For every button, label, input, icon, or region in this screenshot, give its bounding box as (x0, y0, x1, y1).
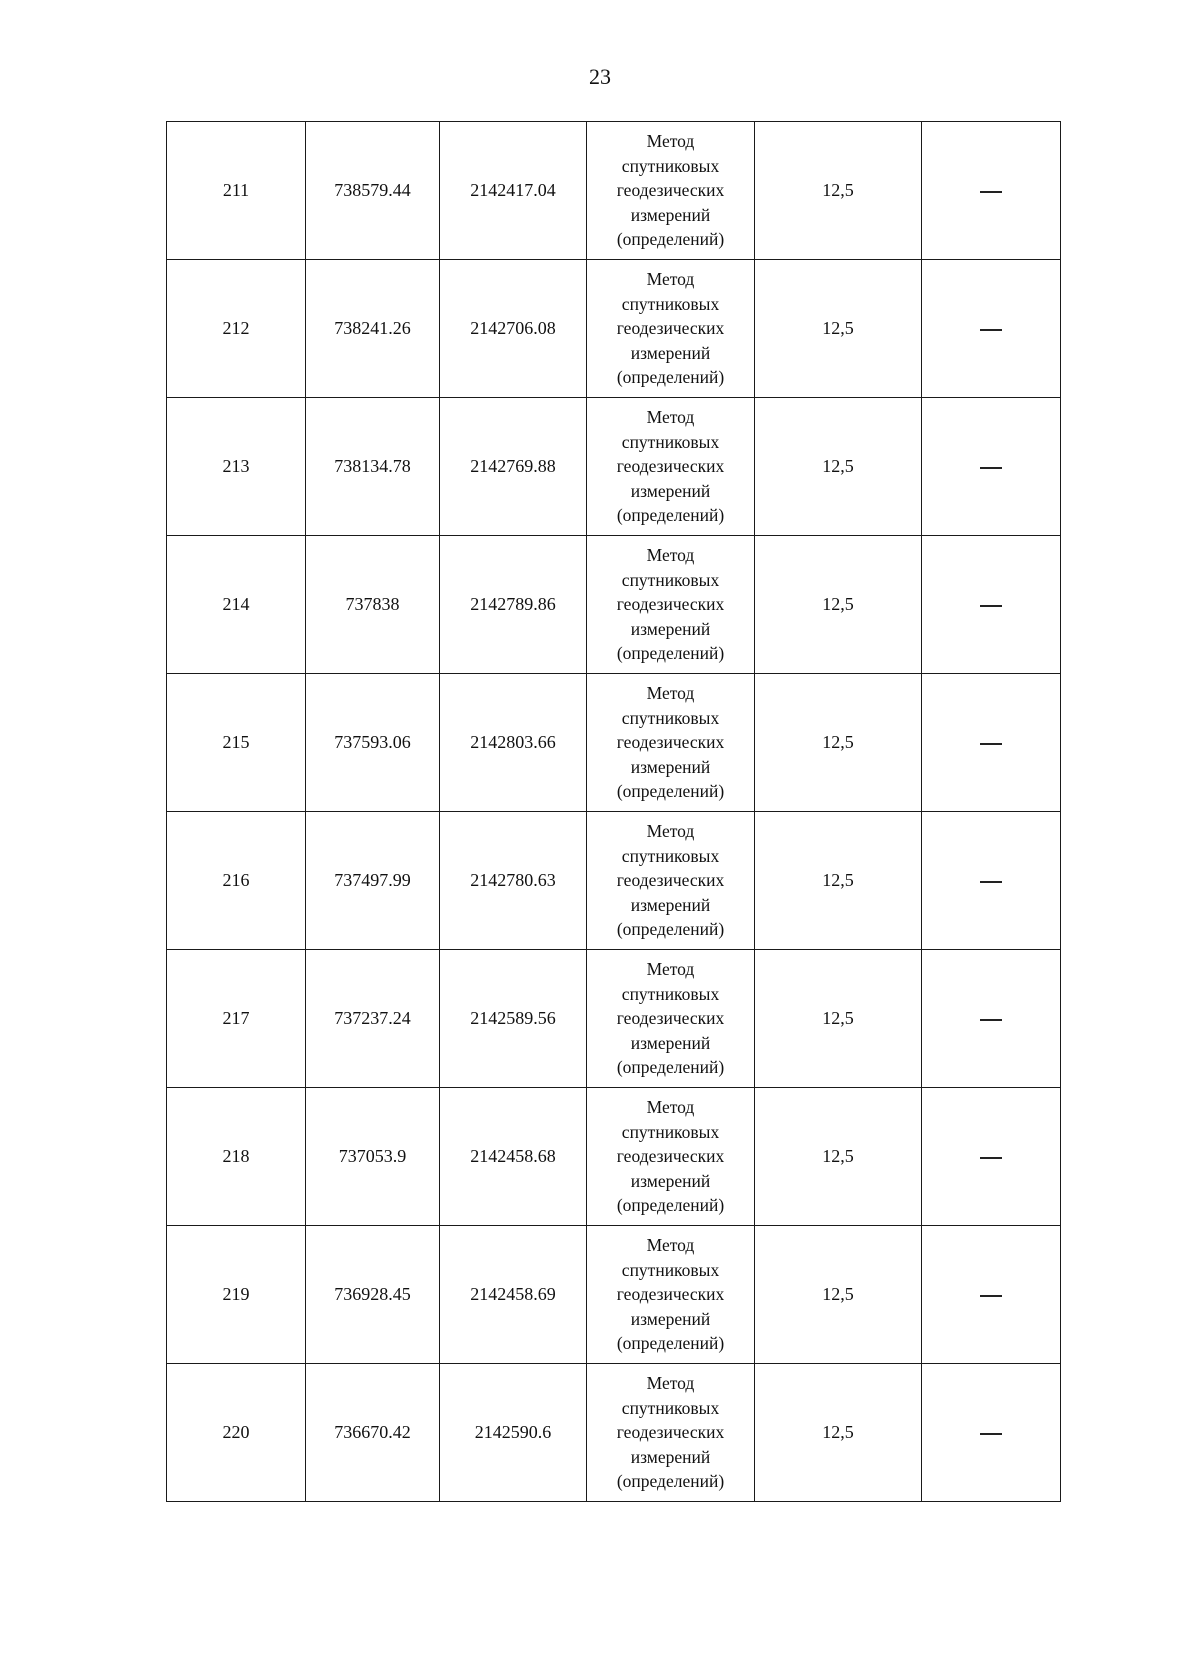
x-coordinate-cell: 737838 (306, 536, 440, 674)
method-cell (587, 674, 755, 812)
dash-mark (980, 1295, 1002, 1297)
x-coordinate-cell: 737497.99 (306, 812, 440, 950)
accuracy-cell: 12,5 (755, 1226, 922, 1364)
method-line: спутниковых (621, 293, 720, 314)
accuracy-cell: 12,5 (755, 950, 922, 1088)
method-line: геодезических (616, 1008, 725, 1029)
method-line: спутниковых (621, 845, 720, 866)
method-line: (определений) (616, 367, 725, 388)
method-line: спутниковых (621, 431, 720, 452)
method-line: измерений (630, 1308, 711, 1329)
dash-mark (980, 1019, 1002, 1021)
accuracy-cell: 12,5 (755, 812, 922, 950)
x-coordinate-cell: 738579.44 (306, 122, 440, 260)
note-cell (922, 1364, 1061, 1502)
y-coordinate-cell: 2142706.08 (440, 260, 587, 398)
table-row (167, 536, 1061, 674)
y-coordinate-cell: 2142590.6 (440, 1364, 587, 1502)
table-row (167, 260, 1061, 398)
point-number-cell: 215 (167, 674, 306, 812)
method-line: Метод (646, 545, 695, 566)
method-line: Метод (646, 683, 695, 704)
method-line: спутниковых (621, 155, 720, 176)
note-cell (922, 1226, 1061, 1364)
y-coordinate-cell: 2142789.86 (440, 536, 587, 674)
method-line: геодезических (616, 1284, 725, 1305)
note-cell (922, 260, 1061, 398)
method-line: Метод (646, 1097, 695, 1118)
method-cell (587, 1226, 755, 1364)
method-line: (определений) (616, 919, 725, 940)
method-line: (определений) (616, 1333, 725, 1354)
method-line: спутниковых (621, 983, 720, 1004)
method-line: (определений) (616, 1471, 725, 1492)
point-number-cell: 218 (167, 1088, 306, 1226)
y-coordinate-cell: 2142769.88 (440, 398, 587, 536)
table-row (167, 1364, 1061, 1502)
method-line: Метод (646, 269, 695, 290)
dash-mark (980, 329, 1002, 331)
y-coordinate-cell: 2142458.68 (440, 1088, 587, 1226)
accuracy-cell: 12,5 (755, 260, 922, 398)
accuracy-cell: 12,5 (755, 398, 922, 536)
note-cell (922, 674, 1061, 812)
note-cell (922, 536, 1061, 674)
accuracy-cell: 12,5 (755, 536, 922, 674)
method-line: Метод (646, 959, 695, 980)
dash-mark (980, 881, 1002, 883)
method-line: Метод (646, 821, 695, 842)
method-cell (587, 122, 755, 260)
dash-mark (980, 1157, 1002, 1159)
method-line: спутниковых (621, 707, 720, 728)
point-number-cell: 216 (167, 812, 306, 950)
note-cell (922, 122, 1061, 260)
method-line: измерений (630, 1170, 711, 1191)
method-cell (587, 950, 755, 1088)
accuracy-cell: 12,5 (755, 1088, 922, 1226)
y-coordinate-cell: 2142589.56 (440, 950, 587, 1088)
method-cell (587, 260, 755, 398)
dash-mark (980, 1433, 1002, 1435)
method-line: геодезических (616, 732, 725, 753)
point-number-cell: 212 (167, 260, 306, 398)
method-cell (587, 812, 755, 950)
method-line: спутниковых (621, 569, 720, 590)
x-coordinate-cell: 737593.06 (306, 674, 440, 812)
point-number-cell: 214 (167, 536, 306, 674)
method-line: (определений) (616, 643, 725, 664)
method-line: геодезических (616, 594, 725, 615)
dash-mark (980, 191, 1002, 193)
y-coordinate-cell: 2142780.63 (440, 812, 587, 950)
note-cell (922, 950, 1061, 1088)
dash-mark (980, 467, 1002, 469)
point-number-cell: 213 (167, 398, 306, 536)
table-row (167, 812, 1061, 950)
method-line: измерений (630, 894, 711, 915)
method-line: (определений) (616, 505, 725, 526)
dash-mark (980, 743, 1002, 745)
x-coordinate-cell: 738134.78 (306, 398, 440, 536)
table-row (167, 122, 1061, 260)
note-cell (922, 1088, 1061, 1226)
dash-mark (980, 605, 1002, 607)
table-row (167, 1088, 1061, 1226)
table-row (167, 1226, 1061, 1364)
method-line: спутниковых (621, 1259, 720, 1280)
method-line: Метод (646, 131, 695, 152)
table-row (167, 674, 1061, 812)
method-line: геодезических (616, 318, 725, 339)
x-coordinate-cell: 737053.9 (306, 1088, 440, 1226)
method-line: (определений) (616, 1195, 725, 1216)
table-row (167, 950, 1061, 1088)
point-number-cell: 211 (167, 122, 306, 260)
coordinates-table-body (167, 122, 1061, 1502)
method-line: геодезических (616, 1422, 725, 1443)
method-line: Метод (646, 1373, 695, 1394)
method-line: спутниковых (621, 1121, 720, 1142)
method-line: измерений (630, 618, 711, 639)
table-row (167, 398, 1061, 536)
method-line: геодезических (616, 180, 725, 201)
x-coordinate-cell: 736670.42 (306, 1364, 440, 1502)
x-coordinate-cell: 736928.45 (306, 1226, 440, 1364)
method-line: спутниковых (621, 1397, 720, 1418)
method-cell (587, 1364, 755, 1502)
method-line: геодезических (616, 1146, 725, 1167)
method-line: измерений (630, 1446, 711, 1467)
point-number-cell: 219 (167, 1226, 306, 1364)
method-line: геодезических (616, 456, 725, 477)
accuracy-cell: 12,5 (755, 122, 922, 260)
method-cell (587, 536, 755, 674)
x-coordinate-cell: 738241.26 (306, 260, 440, 398)
method-cell (587, 398, 755, 536)
method-line: измерений (630, 1032, 711, 1053)
method-line: (определений) (616, 229, 725, 250)
accuracy-cell: 12,5 (755, 674, 922, 812)
method-line: измерений (630, 342, 711, 363)
method-line: Метод (646, 1235, 695, 1256)
coordinates-table (166, 121, 1061, 1502)
y-coordinate-cell: 2142417.04 (440, 122, 587, 260)
method-line: (определений) (616, 1057, 725, 1078)
method-line: измерений (630, 756, 711, 777)
point-number-cell: 217 (167, 950, 306, 1088)
method-line: измерений (630, 204, 711, 225)
note-cell (922, 812, 1061, 950)
accuracy-cell: 12,5 (755, 1364, 922, 1502)
method-line: измерений (630, 480, 711, 501)
method-line: (определений) (616, 781, 725, 802)
page-number: 23 (589, 64, 611, 89)
method-line: Метод (646, 407, 695, 428)
note-cell (922, 398, 1061, 536)
x-coordinate-cell: 737237.24 (306, 950, 440, 1088)
y-coordinate-cell: 2142803.66 (440, 674, 587, 812)
method-line: геодезических (616, 870, 725, 891)
method-cell (587, 1088, 755, 1226)
point-number-cell: 220 (167, 1364, 306, 1502)
y-coordinate-cell: 2142458.69 (440, 1226, 587, 1364)
